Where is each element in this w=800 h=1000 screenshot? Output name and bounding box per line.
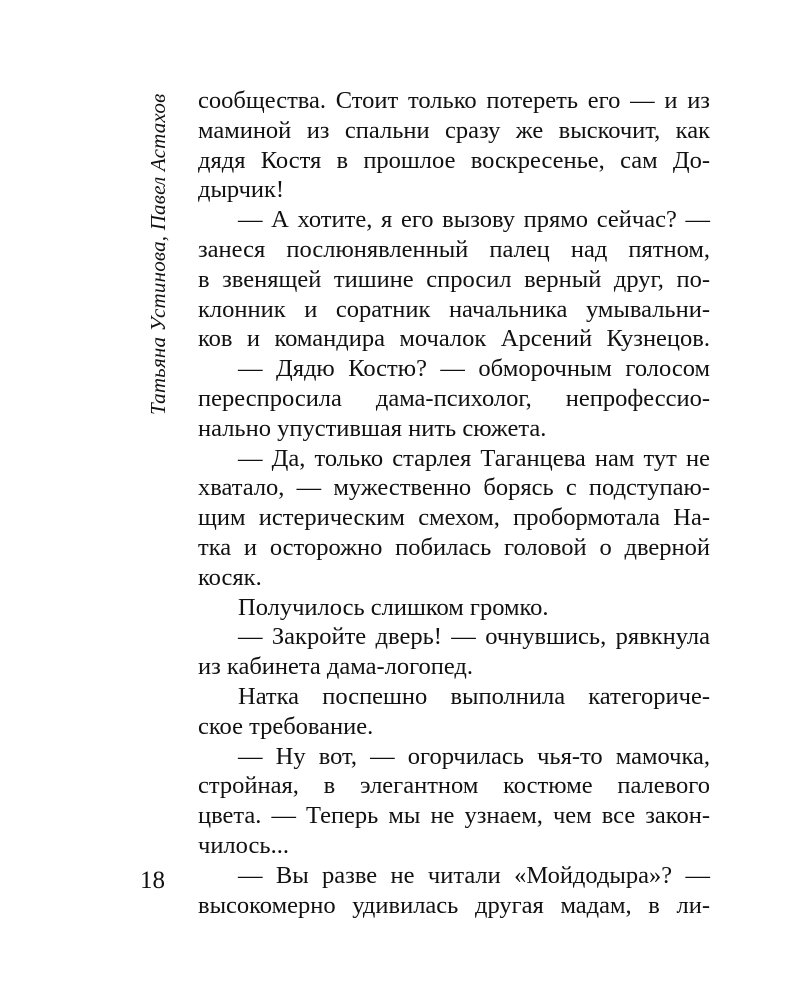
page-number: 18	[140, 867, 165, 894]
text-line: дядя Костя в прошлое воскресенье, сам До-	[198, 146, 710, 174]
text-line: стройная, в элегантном костюме палевого	[198, 772, 710, 800]
text-line: — Ну вот, — огорчилась чья-то мамочка,	[238, 742, 710, 770]
text-line: — А хотите, я его вызову прямо сейчас? —	[238, 206, 710, 234]
text-line: клонник и соратник начальника умывальни-	[198, 295, 710, 323]
text-line: косяк.	[198, 563, 262, 591]
text-line: дырчик!	[198, 176, 285, 204]
text-line: Натка поспешно выполнила категориче-	[238, 682, 710, 710]
text-line: тка и осторожно побилась головой о дверной	[198, 533, 710, 561]
text-line: ское требование.	[198, 712, 374, 740]
text-line: нально упустившая нить сюжета.	[198, 414, 547, 442]
text-line: чилось...	[198, 831, 289, 859]
running-head-authors: Татьяна Устинова, Павел Астахов	[146, 93, 170, 415]
text-line: из кабинета дама-логопед.	[198, 653, 474, 681]
text-line: — Дядю Костю? — обморочным голосом	[238, 355, 710, 383]
text-line: Получилось слишком громко.	[238, 593, 549, 621]
text-line: — Вы разве не читали «Мойдодыра»? —	[238, 861, 710, 889]
text-line: высокомерно удивилась другая мадам, в ли-	[198, 891, 710, 919]
text-line: маминой из спальни сразу же выскочит, как	[198, 116, 710, 144]
text-line: сообщества. Стоит только потереть его — и из	[198, 87, 710, 114]
text-line: занеся послюнявленный палец над пятном,	[198, 235, 710, 263]
text-line: в звенящей тишине спросил верный друг, по-	[198, 265, 710, 293]
body-text	[198, 86, 710, 920]
text-line: переспросила дама-психолог, непрофессио-	[198, 384, 710, 412]
text-line: — Закройте дверь! — очнувшись, рявкнула	[238, 623, 710, 651]
text-line: цвета. — Теперь мы не узнаем, чем все закон-	[198, 802, 710, 830]
text-line: щим истерическим смехом, пробормотала На-	[198, 504, 710, 532]
text-line: хватало, — мужественно борясь с подступаю-	[198, 474, 710, 502]
text-line: ков и командира мочалок Арсений Кузнецов.	[198, 325, 710, 353]
text-line: — Да, только старлея Таганцева нам тут не	[238, 444, 710, 472]
